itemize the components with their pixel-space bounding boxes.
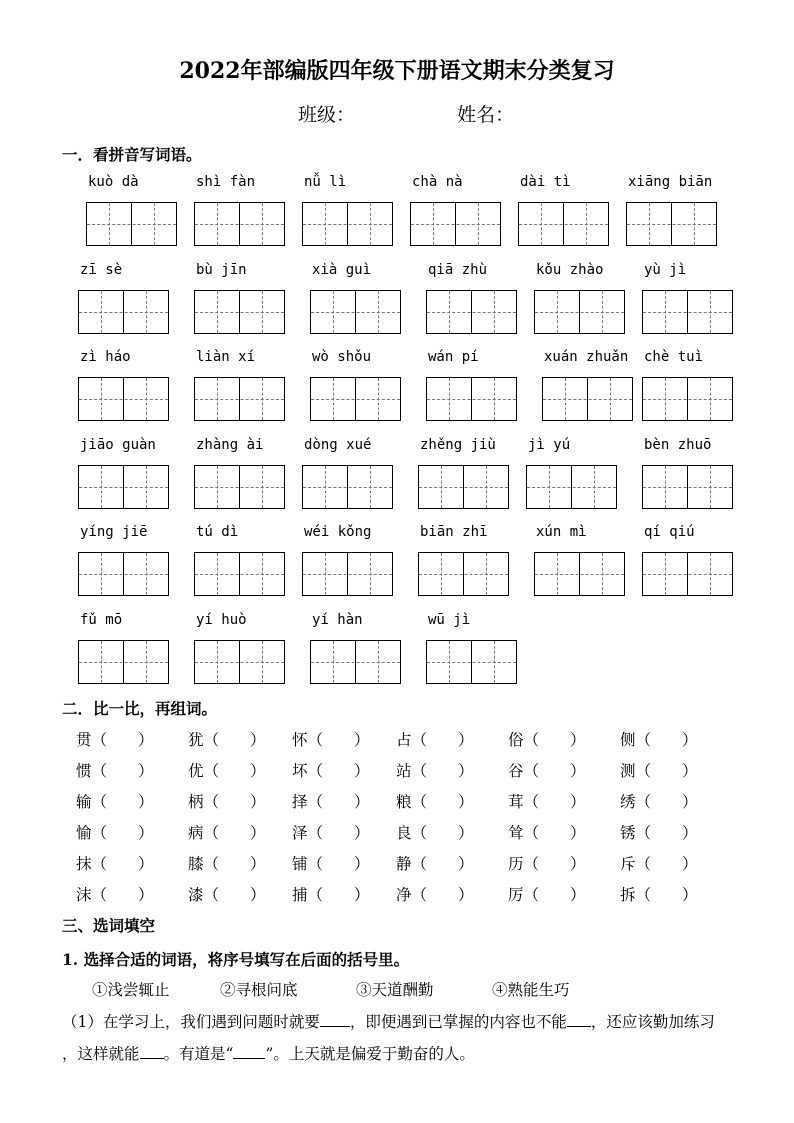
answer-parentheses[interactable]: （ ） (91, 762, 154, 780)
pinyin-label: xuán zhuǎn (544, 349, 629, 365)
answer-parentheses[interactable]: （ ） (523, 886, 586, 904)
compare-char: 茸 (508, 793, 524, 811)
compare-char: 拆 (620, 886, 636, 904)
writing-box[interactable] (78, 552, 169, 596)
compare-char: 良 (396, 824, 412, 842)
compare-item (396, 821, 474, 843)
student-info-line (298, 100, 514, 127)
compare-char: 静 (396, 855, 412, 873)
writing-box[interactable] (194, 202, 285, 246)
compare-char: 斥 (620, 855, 636, 873)
compare-item (188, 883, 266, 905)
answer-parentheses[interactable]: （ ） (307, 855, 370, 873)
compare-item (508, 728, 586, 750)
option-3: ③天道酬勤 (356, 981, 434, 999)
writing-box[interactable] (410, 202, 501, 246)
compare-item (76, 821, 154, 843)
blank-4[interactable] (233, 1042, 265, 1059)
pinyin-label: bèn zhuō (644, 437, 712, 453)
pinyin-label: biān zhī (420, 524, 488, 540)
compare-char: 铺 (292, 855, 308, 873)
pinyin-label: zhàng ài (196, 437, 264, 453)
compare-item (620, 790, 698, 812)
pinyin-label: zī sè (80, 262, 123, 278)
answer-parentheses[interactable]: （ ） (635, 824, 698, 842)
compare-char: 贯 (76, 731, 92, 749)
writing-box[interactable] (642, 465, 733, 509)
compare-char: 占 (396, 731, 412, 749)
section1-heading: 一．看拼音写词语。 (62, 145, 202, 164)
pinyin-label: tú dì (196, 524, 239, 540)
answer-parentheses[interactable]: （ ） (523, 731, 586, 749)
answer-parentheses[interactable]: （ ） (411, 855, 474, 873)
compare-char: 抹 (76, 855, 92, 873)
compare-item (76, 883, 154, 905)
compare-item (620, 852, 698, 874)
writing-box[interactable] (310, 290, 401, 334)
compare-char: 怀 (292, 731, 308, 749)
blank-1[interactable] (320, 1010, 350, 1027)
answer-parentheses[interactable]: （ ） (411, 731, 474, 749)
answer-parentheses[interactable]: （ ） (91, 731, 154, 749)
pinyin-label: xún mì (536, 524, 587, 540)
answer-parentheses[interactable]: （ ） (91, 855, 154, 873)
pinyin-label: jì yú (528, 437, 571, 453)
compare-char: 净 (396, 886, 412, 904)
compare-item (508, 790, 586, 812)
compare-char: 谷 (508, 762, 524, 780)
writing-box[interactable] (642, 377, 733, 421)
compare-item (396, 728, 474, 750)
writing-box[interactable] (534, 552, 625, 596)
pinyin-label: yù jì (644, 262, 687, 278)
compare-item (508, 821, 586, 843)
para-text: ，这样就能 (62, 1045, 140, 1063)
pinyin-label: chà nà (412, 174, 463, 190)
compare-char: 沫 (76, 886, 92, 904)
para-text: 。有道是“ (163, 1045, 234, 1063)
compare-item (292, 790, 370, 812)
answer-parentheses[interactable]: （ ） (91, 886, 154, 904)
compare-char: 坏 (292, 762, 308, 780)
pinyin-label: liàn xí (196, 349, 256, 365)
answer-parentheses[interactable]: （ ） (411, 824, 474, 842)
pinyin-label: bù jīn (196, 262, 247, 278)
compare-row (76, 852, 736, 878)
answer-parentheses[interactable]: （ ） (635, 762, 698, 780)
writing-box[interactable] (642, 290, 733, 334)
answer-parentheses[interactable]: （ ） (203, 886, 266, 904)
compare-char: 粮 (396, 793, 412, 811)
compare-char: 柄 (188, 793, 204, 811)
compare-item (508, 759, 586, 781)
para-text: ”。上天就是偏爱于勤奋的人。 (265, 1045, 475, 1063)
compare-row (76, 790, 736, 816)
pinyin-label: kǒu zhào (536, 262, 604, 278)
compare-item (76, 728, 154, 750)
answer-parentheses[interactable]: （ ） (635, 855, 698, 873)
compare-char: 侧 (620, 731, 636, 749)
compare-item (76, 852, 154, 874)
compare-item (620, 821, 698, 843)
writing-box[interactable] (78, 377, 169, 421)
writing-box[interactable] (426, 640, 517, 684)
class-label: 班级： (298, 104, 356, 126)
pinyin-label: xiāng biān (628, 174, 713, 190)
section2-heading: 二．比一比，再组词。 (62, 699, 218, 718)
answer-parentheses[interactable]: （ ） (523, 824, 586, 842)
compare-row (76, 821, 736, 847)
pinyin-label: nǚ lì (304, 174, 347, 190)
pinyin-label: kuò dà (88, 174, 139, 190)
compare-item (292, 759, 370, 781)
answer-parentheses[interactable]: （ ） (203, 731, 266, 749)
answer-parentheses[interactable]: （ ） (411, 793, 474, 811)
compare-row (76, 759, 736, 785)
blank-3[interactable] (140, 1042, 164, 1059)
pinyin-label: yí huò (196, 612, 247, 628)
option-1: ①浅尝辄止 (92, 981, 170, 999)
compare-item (396, 883, 474, 905)
answer-parentheses[interactable]: （ ） (523, 762, 586, 780)
writing-box[interactable] (426, 377, 517, 421)
pinyin-label: fǔ mō (80, 612, 123, 628)
writing-box[interactable] (518, 202, 609, 246)
writing-box[interactable] (526, 465, 617, 509)
compare-item (292, 883, 370, 905)
compare-row (76, 728, 736, 754)
compare-char: 测 (620, 762, 636, 780)
answer-parentheses[interactable]: （ ） (91, 793, 154, 811)
pinyin-label: zì háo (80, 349, 131, 365)
answer-parentheses[interactable]: （ ） (203, 793, 266, 811)
blank-2[interactable] (567, 1010, 591, 1027)
compare-item (292, 728, 370, 750)
compare-char: 优 (188, 762, 204, 780)
compare-char: 愉 (76, 824, 92, 842)
pinyin-label: yí hàn (312, 612, 363, 628)
writing-box[interactable] (626, 202, 717, 246)
para-text: ，即便遇到已掌握的内容也不能 (349, 1013, 567, 1031)
pinyin-label: chè tuì (644, 349, 704, 365)
compare-char: 病 (188, 824, 204, 842)
answer-parentheses[interactable]: （ ） (523, 855, 586, 873)
compare-item (508, 852, 586, 874)
compare-char: 膝 (188, 855, 204, 873)
compare-char: 历 (508, 855, 524, 873)
answer-parentheses[interactable]: （ ） (307, 762, 370, 780)
writing-box[interactable] (78, 465, 169, 509)
answer-parentheses[interactable]: （ ） (203, 824, 266, 842)
compare-item (76, 790, 154, 812)
answer-parentheses[interactable]: （ ） (635, 793, 698, 811)
writing-box[interactable] (418, 465, 509, 509)
compare-item (620, 883, 698, 905)
pinyin-label: shì fàn (196, 174, 256, 190)
pinyin-label: zhěng jiù (420, 437, 496, 453)
answer-parentheses[interactable]: （ ） (635, 886, 698, 904)
name-label: 姓名： (457, 104, 515, 126)
answer-parentheses[interactable]: （ ） (307, 731, 370, 749)
compare-item (620, 759, 698, 781)
answer-parentheses[interactable]: （ ） (411, 886, 474, 904)
pinyin-label: qí qiú (644, 524, 695, 540)
writing-box[interactable] (426, 290, 517, 334)
pinyin-label: jiāo guàn (80, 437, 156, 453)
answer-parentheses[interactable]: （ ） (307, 793, 370, 811)
writing-box[interactable] (78, 640, 169, 684)
writing-box[interactable] (642, 552, 733, 596)
answer-parentheses[interactable]: （ ） (411, 762, 474, 780)
section3-heading: 三、选词填空 (62, 916, 156, 935)
pinyin-label: dài tì (520, 174, 571, 190)
fill-paragraph-1 (62, 1006, 752, 1070)
compare-item (76, 759, 154, 781)
writing-box[interactable] (194, 640, 285, 684)
compare-item (508, 883, 586, 905)
answer-parentheses[interactable]: （ ） (307, 824, 370, 842)
writing-box[interactable] (302, 465, 393, 509)
option-4: ④熟能生巧 (492, 981, 570, 999)
compare-char: 耸 (508, 824, 524, 842)
writing-box[interactable] (418, 552, 509, 596)
pinyin-label: xià guì (312, 262, 372, 278)
compare-char: 锈 (620, 824, 636, 842)
writing-box[interactable] (194, 465, 285, 509)
option-2: ②寻根问底 (220, 981, 298, 999)
para-text: （1）在学习上，我们遇到问题时就要 (62, 1013, 320, 1031)
compare-item (188, 790, 266, 812)
word-options (92, 978, 712, 1002)
compare-char: 俗 (508, 731, 524, 749)
compare-char: 输 (76, 793, 92, 811)
pinyin-label: dòng xué (304, 437, 372, 453)
compare-item (292, 852, 370, 874)
compare-char: 站 (396, 762, 412, 780)
compare-item (396, 852, 474, 874)
compare-item (188, 728, 266, 750)
compare-item (188, 852, 266, 874)
writing-box[interactable] (542, 377, 633, 421)
compare-item (620, 728, 698, 750)
question-1-instruction: 1. 选择合适的词语，将序号填写在后面的括号里。 (62, 950, 410, 969)
compare-item (188, 759, 266, 781)
answer-parentheses[interactable]: （ ） (635, 731, 698, 749)
compare-char: 择 (292, 793, 308, 811)
page-title: 2022年部编版四年级下册语文期末分类复习 (179, 58, 615, 84)
answer-parentheses[interactable]: （ ） (523, 793, 586, 811)
compare-item (396, 790, 474, 812)
compare-char: 犹 (188, 731, 204, 749)
writing-box[interactable] (194, 552, 285, 596)
compare-row (76, 883, 736, 909)
compare-char: 惯 (76, 762, 92, 780)
para-text: ，还应该勤加练习 (590, 1013, 715, 1031)
writing-box[interactable] (534, 290, 625, 334)
answer-parentheses[interactable]: （ ） (203, 762, 266, 780)
writing-box[interactable] (310, 377, 401, 421)
pinyin-label: wán pí (428, 349, 479, 365)
writing-box[interactable] (302, 202, 393, 246)
pinyin-label: qiā zhù (428, 262, 488, 278)
compare-item (292, 821, 370, 843)
answer-parentheses[interactable]: （ ） (307, 886, 370, 904)
pinyin-label: yíng jiē (80, 524, 148, 540)
writing-box[interactable] (302, 552, 393, 596)
writing-box[interactable] (310, 640, 401, 684)
compare-item (188, 821, 266, 843)
compare-item (396, 759, 474, 781)
pinyin-label: wéi kǒng (304, 524, 372, 540)
writing-box[interactable] (78, 290, 169, 334)
compare-char: 漆 (188, 886, 204, 904)
writing-box[interactable] (194, 377, 285, 421)
answer-parentheses[interactable]: （ ） (91, 824, 154, 842)
compare-char: 泽 (292, 824, 308, 842)
compare-char: 厉 (508, 886, 524, 904)
compare-char: 绣 (620, 793, 636, 811)
answer-parentheses[interactable]: （ ） (203, 855, 266, 873)
writing-box[interactable] (194, 290, 285, 334)
pinyin-label: wū jì (428, 612, 471, 628)
pinyin-label: wò shǒu (312, 349, 372, 365)
compare-char: 捕 (292, 886, 308, 904)
writing-box[interactable] (86, 202, 177, 246)
